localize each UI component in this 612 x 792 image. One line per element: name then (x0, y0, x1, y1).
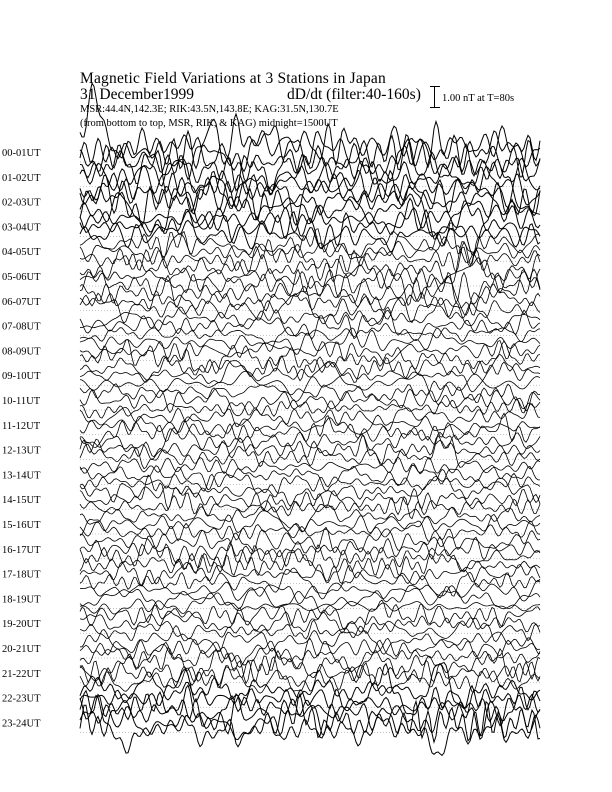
trace-kag (80, 183, 540, 256)
trace-msr (80, 119, 540, 190)
chart-title: Magnetic Field Variations at 3 Stations in Japan (80, 70, 386, 87)
trace-rik (80, 355, 540, 392)
hour-label: 23-24UT (2, 718, 41, 730)
hour-label: 05-06UT (2, 272, 41, 283)
hour-label: 01-02UT (2, 172, 41, 184)
hour-label: 18-19UT (2, 594, 41, 606)
hour-label: 21-22UT (2, 668, 41, 680)
hour-label: 09-10UT (2, 371, 41, 383)
hour-label: 02-03UT (2, 197, 41, 209)
hour-label: 03-04UT (2, 222, 41, 234)
station-traces (80, 83, 540, 755)
trace-rik (80, 511, 540, 536)
trace-msr (80, 493, 540, 519)
hour-labels (2, 148, 41, 729)
chart-date: 31 December1999 (80, 86, 195, 103)
hour-label: 17-18UT (2, 569, 41, 581)
trace-kag (80, 626, 540, 660)
trace-kag (80, 476, 540, 506)
trace-rik (80, 436, 540, 465)
trace-kag (80, 421, 540, 460)
hour-label: 04-05UT (2, 247, 41, 259)
hour-label: 00-01UT (2, 148, 41, 159)
trace-msr (80, 640, 540, 672)
hour-label: 10-11UT (2, 396, 41, 407)
hour-label: 11-12UT (2, 420, 41, 432)
hour-label: 08-09UT (2, 346, 41, 358)
hour-label: 06-07UT (2, 296, 41, 308)
hour-label: 13-14UT (2, 470, 41, 482)
hour-label: 12-13UT (2, 445, 41, 457)
trace-msr (80, 519, 540, 546)
trace-rik (80, 341, 540, 364)
trace-kag (80, 521, 540, 563)
scale-label: 1.00 nT at T=80s (442, 93, 515, 104)
component-filter: dD/dt (filter:40-160s) (287, 86, 421, 103)
trace-rik (80, 585, 540, 613)
trace-rik (80, 638, 540, 669)
trace-msr (80, 615, 540, 642)
station-coordinates: MSR:44.4N,142.3E; RIK:43.5N,143.8E; KAG:31.5N,130.7E (80, 104, 339, 115)
trace-rik (80, 234, 540, 263)
hour-label: 14-15UT (2, 495, 41, 507)
hour-label: 15-16UT (2, 520, 41, 531)
hour-label: 22-23UT (2, 693, 41, 705)
hour-label: 16-17UT (2, 544, 41, 556)
trace-msr (80, 413, 540, 447)
trace-rik (80, 258, 540, 293)
station-order-note: (from bottom to top, MSR, RIK, & KAG) midnight=1500UT (80, 118, 338, 129)
hour-label: 20-21UT (2, 644, 41, 655)
trace-kag (80, 381, 540, 411)
hour-label: 19-20UT (2, 619, 41, 631)
trace-msr (80, 362, 540, 402)
hour-label: 07-08UT (2, 321, 41, 333)
